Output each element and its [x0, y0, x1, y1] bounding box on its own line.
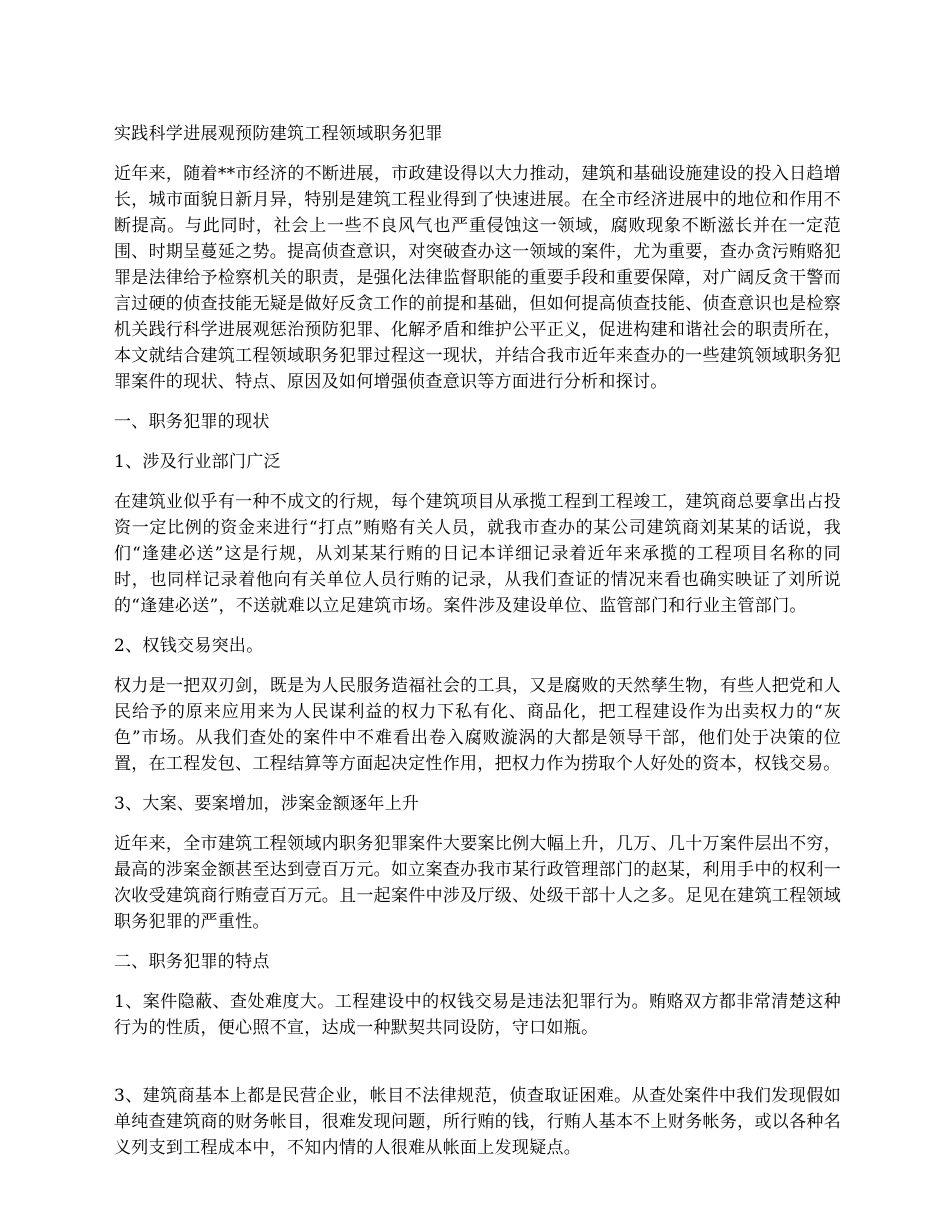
section-1-item-1-paragraph: 在建筑业似乎有一种不成文的行规，每个建筑项目从承揽工程到工程竣工，建筑商总要拿出占投资一定比例的资金来进行“打点”贿赂有关人员，就我市查办的某公司建筑商刘某某的话说，我们“逢建必送”这是行规，从刘某某行贿的日记本详细记录着近年来承揽的工程项目名称的同时，也同样记录着他向有关单位人员行贿的记录，从我们查证的情况来看也确实映证了刘所说的“逢建必送”，不送就难以立足建筑市场。案件涉及建设单位、监管部门和行业主管部门。 — [114, 492, 841, 616]
intro-paragraph: 近年来，随着**市经济的不断进展，市政建设得以大力推动，建筑和基础设施建设的投入日趋增长，城市面貌日新月异，特别是建筑工程业得到了快速进展。在全市经济进展中的地位和作用不断提高。与此同时，社会上一些不良风气也严重侵蚀这一领域，腐败现象不断滋长并在一定范围、时期呈蔓延之势。提高侦查意识，对突破查办这一领域的案件，尤为重要，查办贪污贿赂犯罪是法律给予检察机关的职责，是强化法律监督职能的重要手段和重要保障，对广阔反贪干警而言过硬的侦查技能无疑是做好反贪工作的前提和基础，但如何提高侦查技能、侦查意识也是检察机关践行科学进展观惩治预防犯罪、化解矛盾和维护公平正义，促进构建和谐社会的职责所在，本文就结合建筑工程领域职务犯罪过程这一现状，并结合我市近年来查办的一些建筑领域职务犯罪案件的现状、特点、原因及如何增强侦查意识等方面进行分析和探讨。 — [114, 164, 841, 392]
section-1-item-3-paragraph: 近年来，全市建筑工程领域内职务犯罪案件大要案比例大幅上升，几万、几十万案件层出不穷，最高的涉案金额甚至达到壹百万元。如立案查办我市某行政管理部门的赵某，利用手中的权利一次收受建筑商行贿壹百万元。且一起案件中涉及厅级、处级干部十人之多。足见在建筑工程领域职务犯罪的严重性。 — [114, 834, 841, 932]
blank-gap — [114, 1055, 841, 1083]
section-1-item-2-paragraph: 权力是一把双刃剑，既是为人民服务造福社会的工具，又是腐败的天然孳生物，有些人把党和人民给予的原来应用来为人民谋利益的权力下私有化、商品化，把工程建设作为出卖权力的“灰色”市场。从我们查处的案件中不难看出卷入腐败漩涡的大都是领导干部，他们处于决策的位置，在工程发包、工程结算等方面起决定性作用，把权力作为捞取个人好处的资本，权钱交易。 — [114, 676, 841, 774]
section-2-item-1-paragraph: 1、案件隐蔽、查处难度大。工程建设中的权钱交易是违法犯罪行为。贿赂双方都非常清楚这种行为的性质，便心照不宣，达成一种默契共同设防，守口如瓶。 — [114, 992, 841, 1038]
document-title: 实践科学进展观预防建筑工程领域职务犯罪 — [114, 124, 443, 144]
section-1-item-1-heading: 1、涉及行业部门广泛 — [114, 452, 281, 472]
section-1-heading: 一、职务犯罪的现状 — [114, 412, 270, 432]
section-1-item-3-heading: 3、大案、要案增加，涉案金额逐年上升 — [114, 794, 420, 814]
section-2-item-3-paragraph: 3、建筑商基本上都是民营企业，帐目不法律规范，侦查取证困难。从查处案件中我们发现假如单纯查建筑商的财务帐目，很难发现问题，所行贿的钱，行贿人基本不上财务帐务，或以各种名义列支到工程成本中，不知内情的人很难从帐面上发现疑点。 — [114, 1086, 841, 1158]
document-page — [114, 121, 841, 1175]
section-2-heading: 二、职务犯罪的特点 — [114, 952, 270, 972]
section-1-item-2-heading: 2、权钱交易突出。 — [114, 636, 264, 656]
